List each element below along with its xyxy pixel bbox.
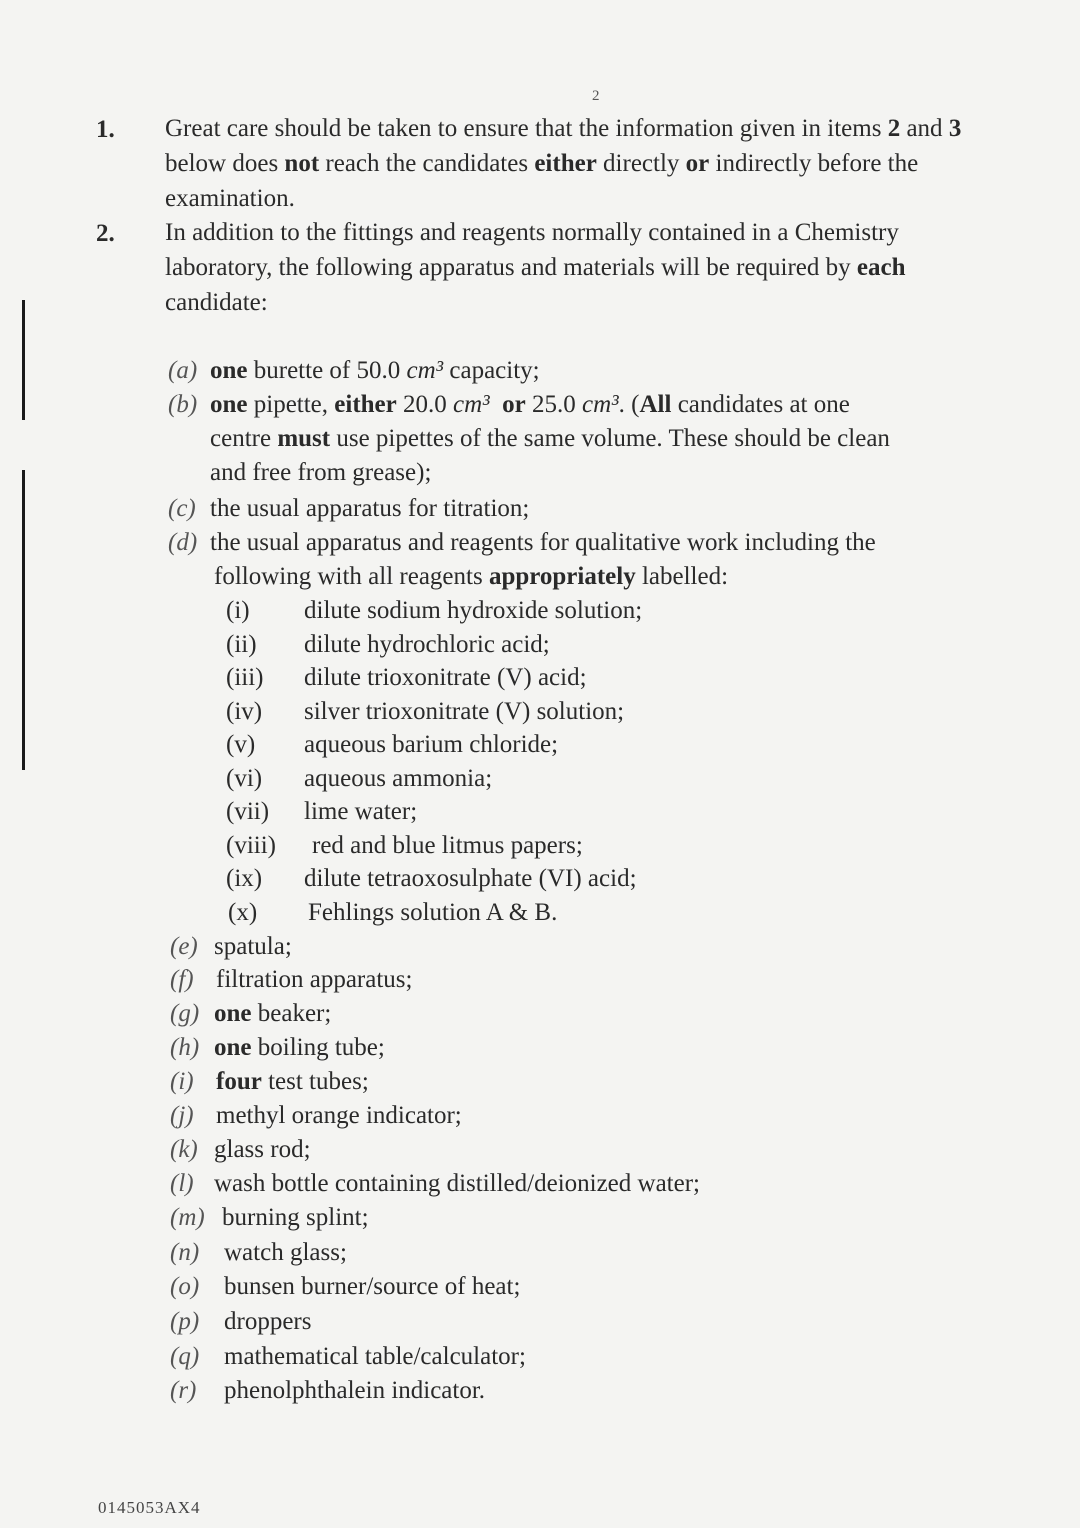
reagent-number: (viii) (226, 832, 276, 859)
subitem-i: (i) four test tubes; (170, 1068, 369, 1095)
reagent-text: Fehlings solution A & B. (308, 899, 558, 926)
subitem-m: (m) burning splint; (170, 1204, 369, 1231)
reagent-text: aqueous barium chloride; (304, 731, 559, 758)
reagent-number: (ii) (226, 631, 257, 658)
page-edge-mark (22, 300, 25, 420)
reagent-text: silver trioxonitrate (V) solution; (304, 698, 625, 725)
subitem-c: (c) the usual apparatus for titration; (168, 495, 530, 522)
reagent-text: dilute tetraoxosulphate (VI) acid; (304, 865, 637, 892)
reagent-text: dilute hydrochloric acid; (304, 631, 550, 658)
reagent-number: (iv) (226, 698, 263, 725)
subitem-g: (g) one beaker; (170, 1000, 332, 1027)
subitem-h: (h) one boiling tube; (170, 1034, 385, 1061)
subitem-b-line3: and free from grease); (210, 459, 432, 486)
subitem-o: (o) bunsen burner/source of heat; (170, 1273, 521, 1300)
reagent-text: dilute trioxonitrate (V) acid; (304, 664, 587, 691)
instruction-2: In addition to the fittings and reagents normally contained in a Chemistry laboratory, the following apparatus and materials will be required by each candidate: (165, 219, 906, 316)
subitem-e: (e) spatula; (170, 933, 292, 960)
reagent-number: (ix) (226, 865, 263, 892)
subitem-j: (j) methyl orange indicator; (170, 1102, 462, 1129)
reagent-text: aqueous ammonia; (304, 765, 493, 792)
subitem-b-line2: centre must use pipettes of the same volume. These should be clean (210, 425, 890, 452)
subitem-n: (n) watch glass; (170, 1239, 347, 1266)
item-number-1: 1. (96, 116, 115, 143)
reagent-number: (vii) (226, 798, 270, 825)
paper-code: 0145053AX4 (98, 1498, 201, 1517)
subitem-d: (d) the usual apparatus and reagents for qualitative work including the (168, 529, 876, 556)
subitem-r: (r) phenolphthalein indicator. (170, 1377, 486, 1404)
subitem-k: (k) glass rod; (170, 1136, 311, 1163)
subitem-a: (a) one burette of 50.0 cm³ capacity; (168, 357, 540, 384)
subitem-b: (b) one pipette, either 20.0 cm³ or 25.0 cm³. (All candidates at one (168, 391, 850, 418)
reagent-text: red and blue litmus papers; (312, 832, 583, 859)
page-edge-mark (22, 470, 25, 770)
subitem-l: (l) wash bottle containing distilled/deionized water; (170, 1170, 700, 1197)
reagent-number: (x) (228, 899, 258, 926)
page-number: 2 (592, 88, 600, 104)
subitem-d-line2: following with all reagents appropriately labelled: (214, 563, 729, 590)
reagent-number: (vi) (226, 765, 263, 792)
reagent-number: (iii) (226, 664, 264, 691)
subitem-f: (f) filtration apparatus; (170, 966, 413, 993)
subitem-p: (p) droppers (170, 1308, 312, 1335)
reagent-number: (i) (226, 597, 250, 624)
reagent-text: dilute sodium hydroxide solution; (304, 597, 643, 624)
instruction-1: Great care should be taken to ensure that the information given in items 2 and 3 below does not reach the candidates either directly or indirectly before the examination. (165, 115, 962, 212)
reagent-text: lime water; (304, 798, 418, 825)
item-number-2: 2. (96, 220, 115, 247)
reagent-number: (v) (226, 731, 256, 758)
subitem-q: (q) mathematical table/calculator; (170, 1343, 526, 1370)
